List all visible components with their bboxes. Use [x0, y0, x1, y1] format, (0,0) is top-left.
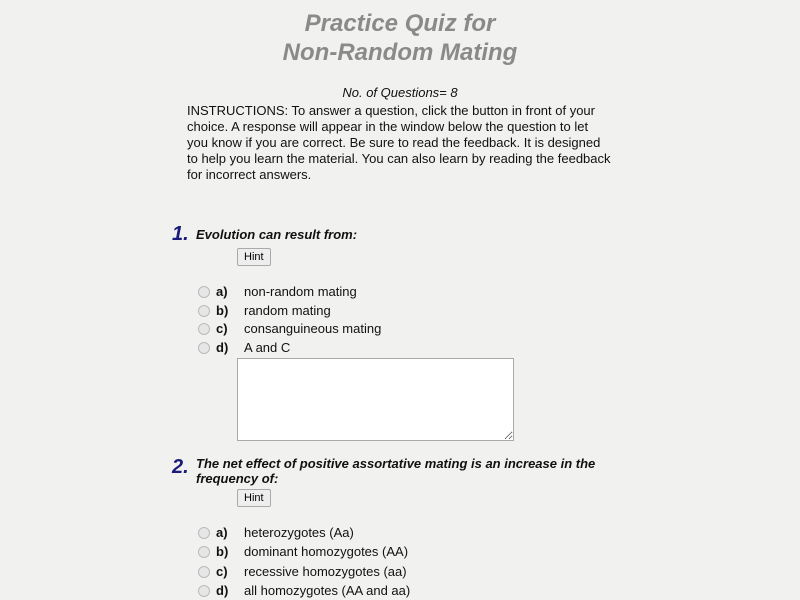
option-letter: c) — [216, 564, 228, 579]
radio-button[interactable] — [198, 305, 210, 317]
question-number: 2. — [172, 456, 189, 478]
radio-button[interactable] — [198, 566, 210, 578]
question-text: Evolution can result from: — [196, 227, 358, 242]
option-letter: b) — [216, 303, 229, 318]
instructions: INSTRUCTIONS: To answer a question, click the button in front of your choice. A response will appear in the window below the question to let you know if you are correct. Be sure to read the feedback. It is designed to help you learn the material. You can also learn by reading the feedback for incorrect answers. — [187, 103, 611, 182]
option-letter: d) — [216, 583, 229, 598]
radio-button[interactable] — [198, 585, 210, 597]
radio-button[interactable] — [198, 323, 210, 335]
question-number: 1. — [172, 223, 189, 245]
option-text: consanguineous mating — [244, 321, 382, 336]
option-a[interactable] — [198, 284, 357, 299]
question-count: No. of Questions= 8 — [342, 85, 458, 100]
title-line-1: Practice Quiz for — [304, 10, 496, 37]
feedback-textarea[interactable] — [237, 358, 514, 441]
option-d[interactable] — [198, 583, 410, 598]
hint-button[interactable]: Hint — [237, 248, 271, 266]
option-letter: a) — [216, 284, 228, 299]
hint-button[interactable]: Hint — [237, 489, 271, 507]
option-text: all homozygotes (AA and aa) — [244, 583, 411, 598]
title-line-2: Non-Random Mating — [282, 39, 518, 66]
radio-button[interactable] — [198, 286, 210, 298]
option-letter: b) — [216, 544, 229, 559]
option-letter: d) — [216, 340, 229, 355]
option-letter: a) — [216, 525, 228, 540]
option-d[interactable] — [198, 340, 290, 355]
page-title — [0, 9, 800, 67]
option-text: random mating — [244, 303, 331, 318]
option-text: recessive homozygotes (aa) — [244, 564, 407, 579]
radio-button[interactable] — [198, 527, 210, 539]
option-text: A and C — [244, 340, 291, 355]
option-c[interactable] — [198, 564, 407, 579]
option-letter: c) — [216, 321, 228, 336]
radio-button[interactable] — [198, 342, 210, 354]
option-c[interactable] — [198, 321, 381, 336]
option-b[interactable] — [198, 544, 408, 559]
option-text: non-random mating — [244, 284, 357, 299]
option-text: dominant homozygotes (AA) — [244, 544, 409, 559]
option-a[interactable] — [198, 525, 354, 540]
option-b[interactable] — [198, 303, 331, 318]
question-text: The net effect of positive assortative mating is an increase in the frequency of: — [196, 456, 596, 486]
option-text: heterozygotes (Aa) — [244, 525, 354, 540]
radio-button[interactable] — [198, 546, 210, 558]
